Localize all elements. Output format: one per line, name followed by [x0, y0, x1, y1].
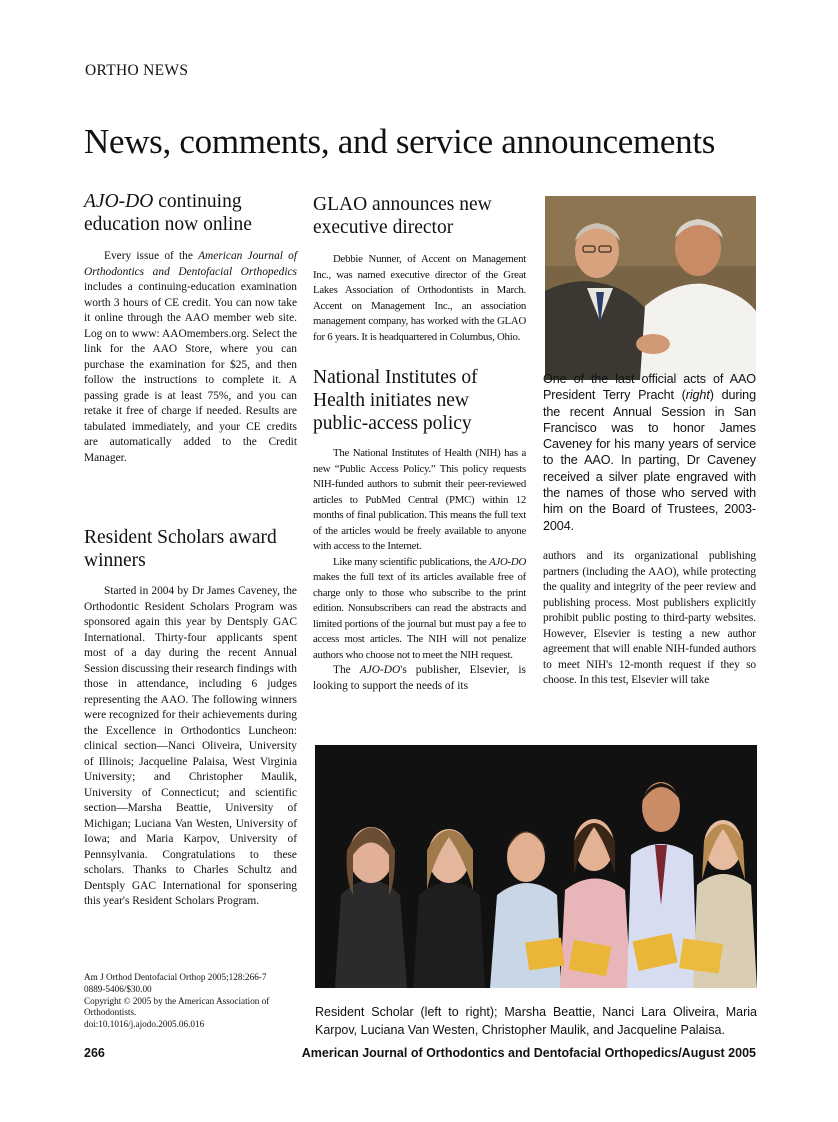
ajodo-p1-a: Every issue of the: [104, 250, 199, 262]
nih-p2-b: makes the full text of its articles available free of charge only to those who subscribe to the print edition. Nonsubscribers can read the abstracts and limited portions of the journal but must pay a fee to access most articles. The NIH will not penalize authors who choose not to meet the NIH request.: [313, 571, 526, 661]
nih-p3-b: 's publisher, Elsevier, is looking to support the needs of its: [313, 664, 526, 692]
citation-doi: doi:10.1016/j.ajodo.2005.06.016: [84, 1019, 205, 1030]
glao-heading: GLAO announces new executive director: [313, 194, 492, 238]
photo-resident-scholars-caption: Resident Scholar (left to right); Marsha Beattie, Nanci Lara Oliveira, Maria Karpov, Luciana Van Westen, Christopher Maulik, and Jacqueline Palaisa.: [315, 1005, 757, 1037]
photo-handshake-caption: [543, 371, 756, 534]
citation-journal: Am J Orthod Dentofacial Orthop 2005;128:266-7: [84, 972, 267, 982]
nih-paragraph-4: authors and its organizational publishing partners (including the AAO), while protecting the quality and integrity of the peer review and publishing process. Most publishers explicitly prohibit public posting to third-party websites. However, Elsevier is testing a new author agreement that will enable NIH-funded authors to meet NIH's 12-month request if they so choose. In this test, Elsevier will take: [543, 550, 756, 686]
citation-copyright: Copyright © 2005 by the American Association of Orthodontists.: [84, 995, 270, 1018]
group-photo-illustration: [315, 745, 757, 988]
article-ajodo: [84, 190, 297, 466]
page-number: 266: [84, 1046, 105, 1060]
ajodo-paragraph: [84, 249, 297, 466]
nih-p3-a: The: [333, 664, 360, 676]
ajodo-heading-rest: continuing education now online: [84, 191, 252, 235]
photo-top-caption-a: One of the last official acts of AAO President Terry Pracht (: [543, 372, 756, 403]
handshake-illustration: [545, 196, 756, 380]
nih-paragraph-3: [313, 663, 526, 694]
journal-footer: American Journal of Orthodontics and Dentofacial Orthopedics/August 2005: [301, 1046, 756, 1060]
nih-heading: National Institutes of Health initiates new public-access policy: [313, 367, 478, 434]
photo-top-caption-b: ) during the recent Annual Session in San Francisco was to honor James Caveney for his many years of service to the AAO. In parting, Dr Caveney received a silver plate engraved with the names of those who served with him on the Board of Trustees, 2003-2004.: [543, 388, 756, 533]
nih-p2-a: Like many scientific publications, the: [333, 555, 490, 568]
ajodo-heading-italic: AJO-DO: [84, 191, 154, 212]
photo-top-caption-italic: right: [685, 388, 710, 403]
nih-p3-italic: AJO-DO: [359, 664, 401, 676]
article-resident-scholars: [84, 526, 297, 910]
resident-paragraph: Started in 2004 by Dr James Caveney, the Orthodontic Resident Scholars Program was sponsored again this year by Dentsply GAC International. Thirty-four applicants spent most of a day during the recent Annual Session discussing their research findings with those in attendance, including 6 judges representing the AAO. The following winners were recognized for their achievements during the Excellence in Orthodontics Luncheon: clinical section—Nanci Oliveira, University of Illinois; Jacqueline Palaisa, West Virginia University; and Christopher Maulik, University of Connecticut; and scientific section—Marsha Beattie, University of Michigan; Luciana Van Westen, University of Iowa; and Maria Karpov, University of Pennsylvania. Congratulations to these scholars. Thanks to Charles Schultz and Dentsply GAC International for sponsering this year's Resident Scholars Program.: [84, 585, 297, 907]
nih-paragraph-2: [313, 555, 526, 664]
photo-resident-scholars: [315, 745, 757, 988]
ajodo-p1-journal: American Journal of Orthodontics and Dentofacial Orthopedics: [84, 250, 297, 278]
nih-p2-italic: AJO-DO: [489, 555, 526, 568]
photo-handshake-caption-block: [543, 371, 756, 534]
citation-block: [84, 972, 299, 1031]
nih-continuation: [543, 549, 756, 689]
citation-issn: 0889-5406/$30.00: [84, 983, 152, 994]
page-title: News, comments, and service announcements: [84, 122, 716, 161]
section-label: ORTHO NEWS: [85, 62, 189, 79]
nih-paragraph-1: The National Institutes of Health (NIH) has a new “Public Access Policy.” This policy requests NIH-funded authors to submit their peer-reviewed articles to PubMed Central (PMC) within 12 months of final publication. This means the full text of the articles would be freely available to anyone with access to the Internet.: [313, 447, 526, 552]
glao-paragraph: Debbie Nunner, of Accent on Management Inc., was named executive director of the Great Lakes Association of Orthodontists in March. Accent on Management Inc., an association management company, has worked with the GLAO for 6 years. It is headquartered in Columbus, Ohio.: [313, 253, 526, 343]
photo-handshake: [545, 196, 756, 380]
resident-heading: Resident Scholars award winners: [84, 527, 277, 571]
article-glao: [313, 193, 526, 345]
article-nih: [313, 366, 526, 694]
ajodo-heading: [84, 190, 297, 236]
ajodo-p1-b: includes a continuing-education examination worth 3 hours of CE credit. You can now take it online through the AAO member web site. Log on to www: AAOmembers.org. Select the link for the AAO Store, where you can purchase the examination for $25, and then follow the instructions to complete it. A passing grade is at least 75%, and you can retake it free of charge if needed. Results are tabulated immediately, and your CE credits are automatically added to the Credit Manager.: [84, 281, 297, 464]
